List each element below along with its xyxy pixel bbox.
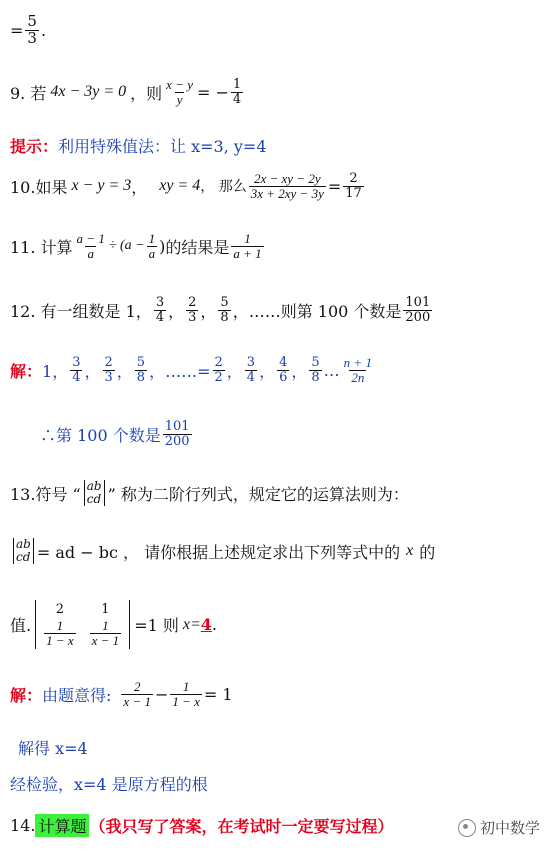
solution-12: 解： 1， $\frac{3}{4}$ ， $\frac{2}{3}$ ， $\frac{5}{8}$ ，……= $\frac{2}{2}$ ， $\frac{3}{4}$ ， $\frac{4}{6}$ ， $\frac{5}{8}$ … $\frac{n + 1}{2n}$ — [10, 355, 372, 385]
check-13: 经检验，x=4 是原方程的根 — [10, 775, 208, 794]
determinant-symbol: ab cd — [13, 538, 34, 564]
determinant-equation: 2 1 $\frac{1}{1 - x}$ $\frac{1}{x - 1}$ — [35, 600, 130, 649]
fraction: $\frac{2}{17}$ — [345, 171, 362, 201]
line-result-5-3: = $\frac{5}{3}$ . — [10, 12, 47, 47]
fraction: $\frac{2x - xy - 2y}{3x + 2xy - 3y}$ — [250, 171, 324, 201]
question-13-line3: 值. 2 1 $\frac{1}{1 - x}$ $\frac{1}{x - 1}$ =1 则 x= 4 . — [10, 602, 218, 648]
conclusion-12: ∴第 100 个数是 $\frac{101}{200}$ — [40, 419, 190, 449]
highlight-label: 计算题 — [35, 814, 89, 837]
hint-line: 提示： 利用特殊值法：让 x=3, y=4 — [10, 137, 267, 156]
fraction: $\frac{5}{3}$ — [27, 12, 37, 47]
fraction: $\frac{x - y}{y}$ — [166, 77, 193, 107]
question-10: 10.如果 x − y = 3 ， xy = 4 ， 那么 $\frac{2x - xy - 2y}{3x + 2xy - 3y}$ = $\frac{2}{17}$ — [10, 171, 362, 201]
fraction: $\frac{1}{a}$ — [148, 231, 156, 261]
watermark: 初中数学 — [454, 815, 544, 840]
answer-4: 4 — [200, 615, 212, 635]
question-12: 12. 有一组数是 1， $\frac{3}{4}$ ， $\frac{2}{3}$ ， $\frac{5}{8}$ ，……则第 100 个数是 $\frac{101}{200}$ — [10, 295, 431, 325]
fraction: $\frac{1}{4}$ — [232, 77, 242, 107]
question-14: 14. 计算题 （我只写了答案，在考试时一定要写过程） — [10, 816, 394, 836]
question-9: 9. 若 4x − 3y = 0 ，则 $\frac{x - y}{y}$ = − $\frac{1}{4}$ — [10, 77, 242, 107]
solution-13: 解： 由题意得: $\frac{2}{x - 1}$ − $\frac{1}{1 - x}$ = 1 — [10, 679, 233, 709]
determinant-symbol: ab cd — [84, 480, 105, 506]
wechat-icon — [458, 819, 476, 837]
equals-sign: = — [10, 20, 24, 40]
question-13-line1: 13.符号 “ ab cd ” 称为二阶行列式，规定它的运算法则为： — [10, 479, 409, 507]
fraction: $\frac{a - 1}{a}$ — [76, 231, 105, 261]
question-13-line2: ab cd = ad − bc ， 请你根据上述规定求出下列等式中的 x 的 — [10, 538, 435, 564]
fraction: $\frac{1}{a + 1}$ — [233, 231, 262, 261]
question-11: 11. 计算 $\frac{a - 1}{a}$ ÷ (a − $\frac{1}{a}$ ) 的结果是 $\frac{1}{a + 1}$ — [10, 231, 262, 261]
result-13: 解得 x=4 — [18, 739, 88, 758]
